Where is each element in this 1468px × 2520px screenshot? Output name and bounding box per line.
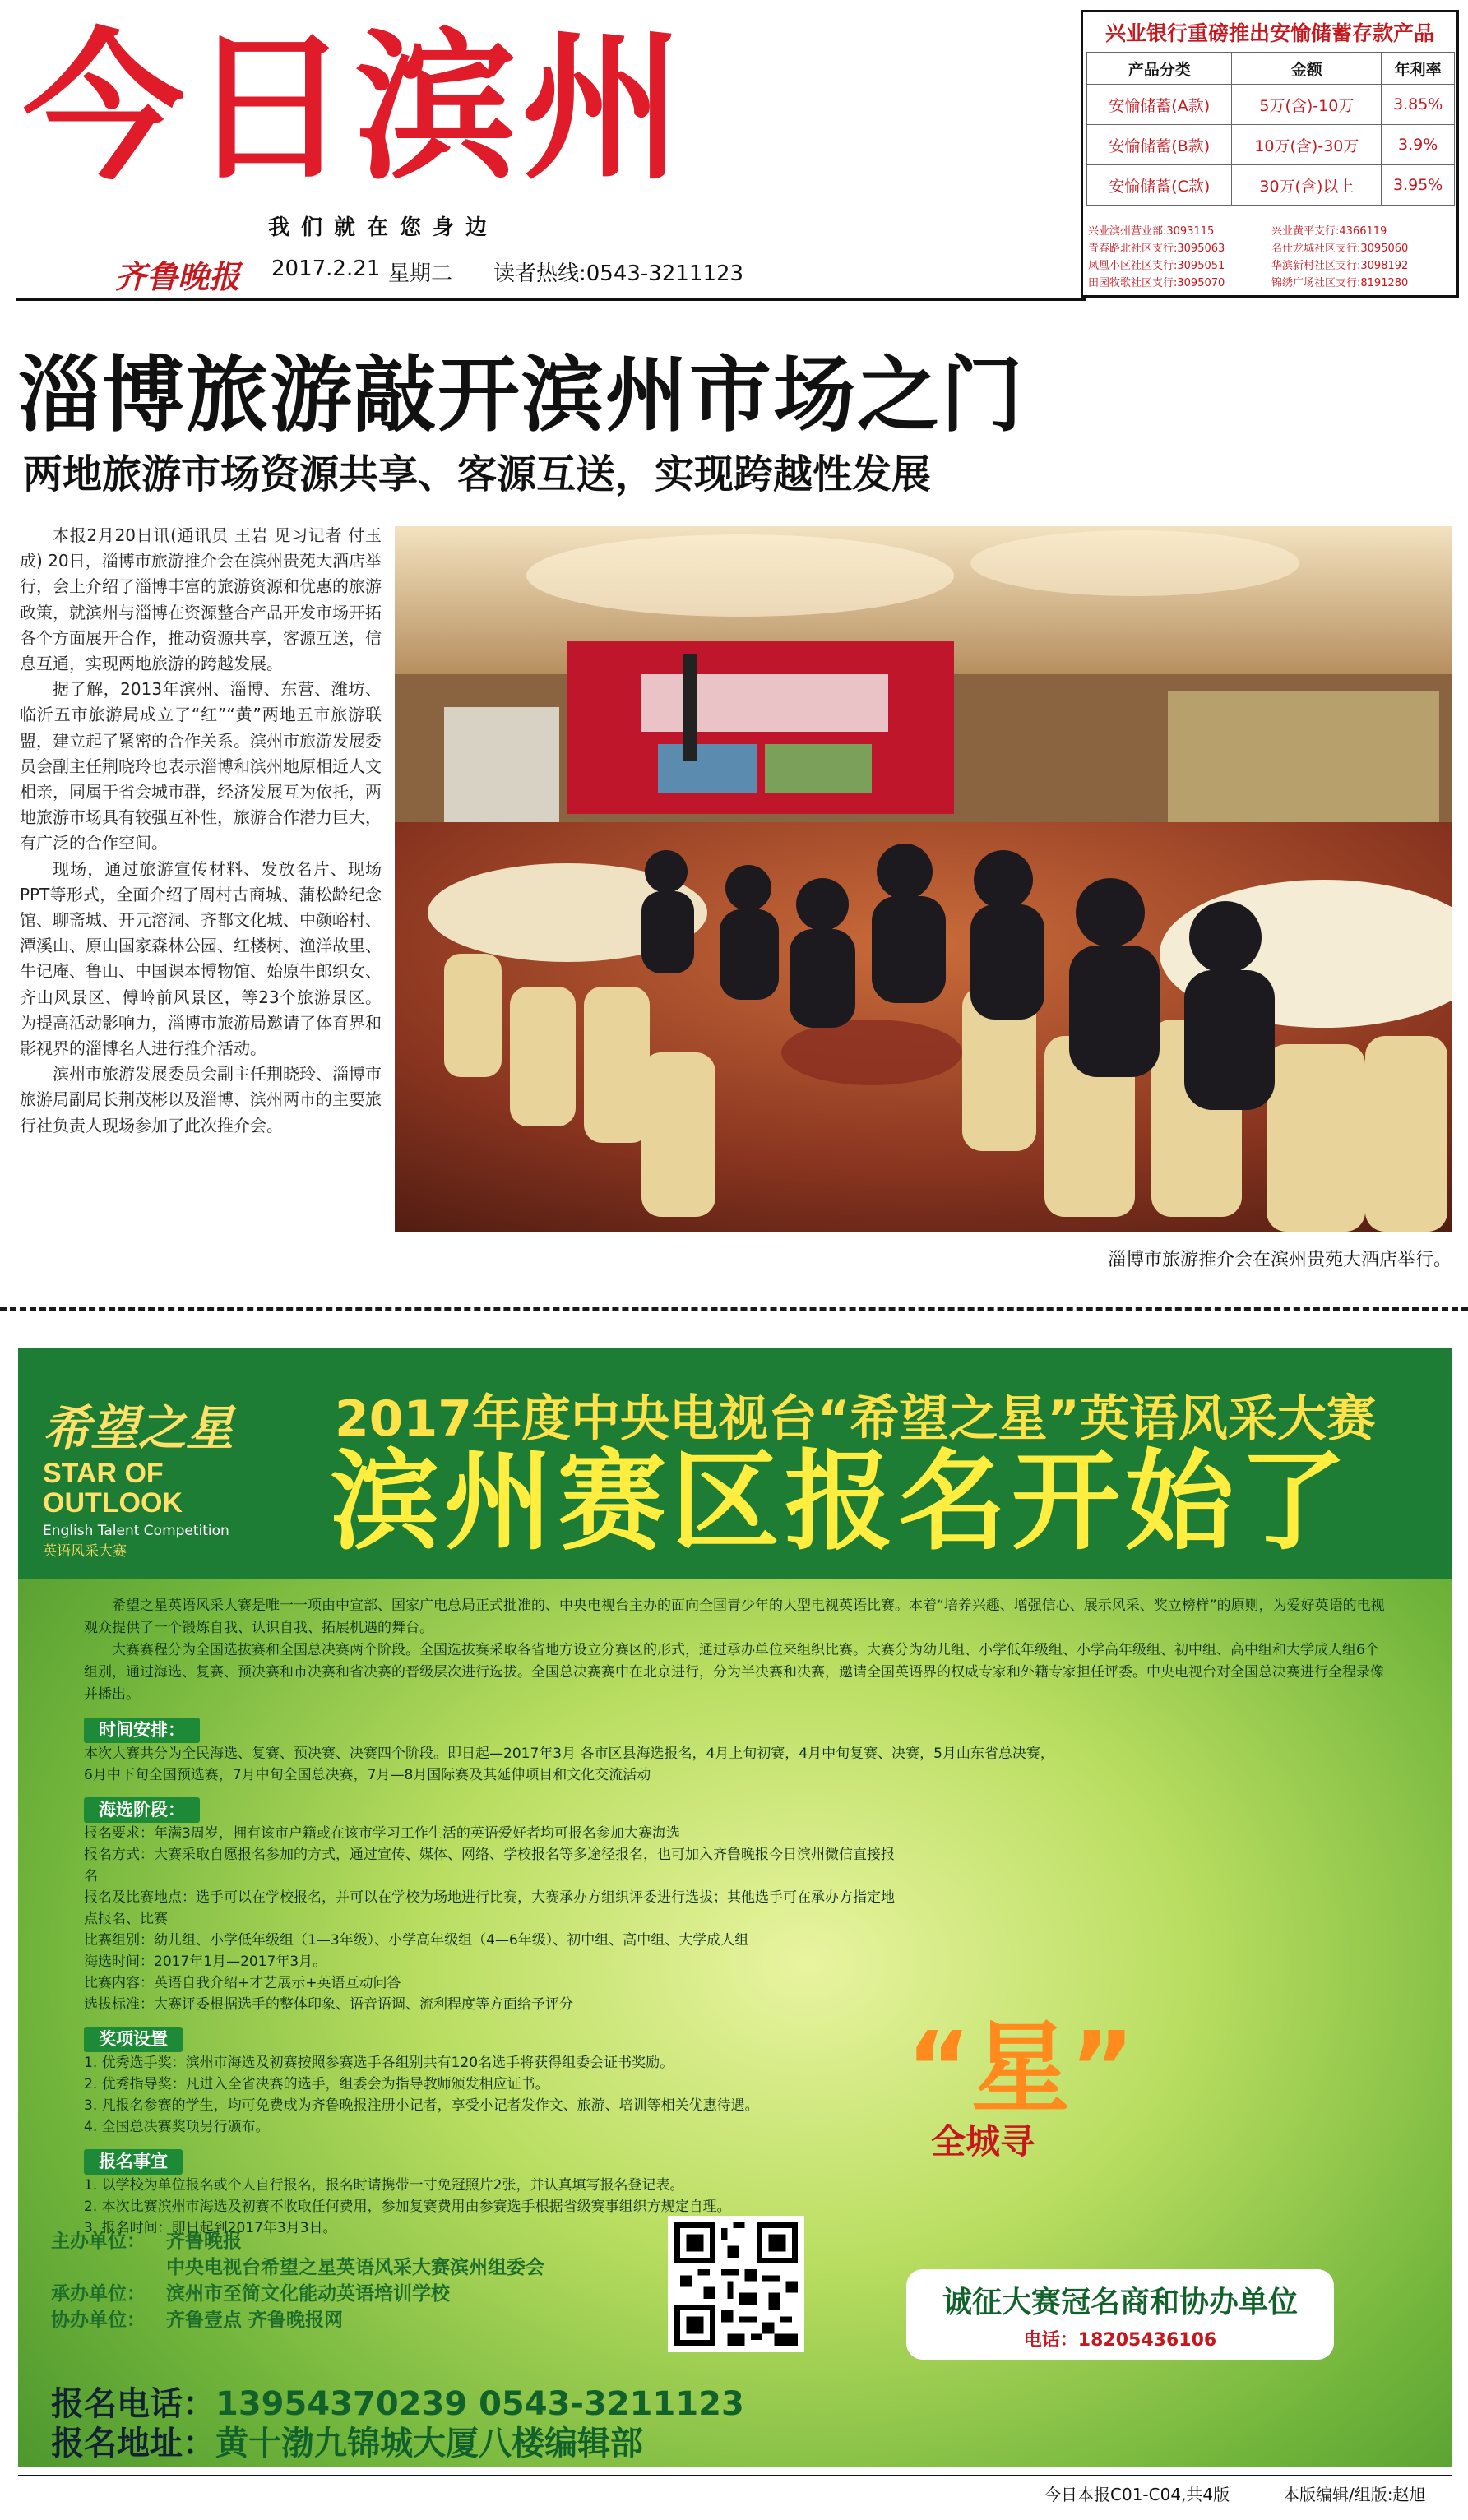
english-contest-ad (18, 1348, 1452, 2467)
list-item (1088, 275, 1455, 292)
bank-cell: 3.95% (1382, 165, 1455, 206)
bank-cell: 10万(含)-30万 (1232, 125, 1382, 165)
address-value: 黄十渤九锦城大厦八楼编辑部 (215, 2425, 643, 2462)
org-label: 承办单位： (51, 2283, 146, 2305)
qr-code-icon (674, 2222, 798, 2346)
section-label-notes: 报名事宜 (84, 2149, 183, 2175)
list-item: 比赛组别：幼儿组、小学低年级组（1—3年级）、小学高年级组（4—6年级）、初中组、高中组、大学成人组 (84, 1932, 749, 1949)
story-paragraph: 现场，通过旅游宣传材料、发放名片、现场PPT等形式，全面介绍了周村古商城、蒲松龄纪念馆、聊斋城、开元溶洞、齐都文化城、中颜峪村、潭溪山、原山国家森林公园、红楼树、渔洋故里、牛记庵、鲁山、中国课本博物馆、始原牛郎织女、齐山风景区、傅岭前风景区，等23个旅游景区。为提高活动影响力，淄博市旅游局邀请了体育界和影视界的淄博名人进行推介活动。 (20, 858, 382, 1059)
list-item (1088, 257, 1455, 275)
reader-hotline: 读者热线:0543-3211123 (493, 261, 744, 286)
logo-subtitle: English Talent Competition (43, 1523, 229, 1539)
phone-label: 报名电话： (51, 2385, 215, 2423)
branch-phone: 凤凰小区社区支行:3095051 (1088, 260, 1225, 272)
paper-name: 齐鲁晚报 (115, 258, 241, 295)
bank-cell: 3.9% (1382, 125, 1455, 165)
story-body (20, 523, 382, 1139)
branch-phone: 田园牧歌社区支行:3095070 (1088, 277, 1225, 289)
story-headline: 淄博旅游敲开滨州市场之门 (18, 346, 1025, 443)
issue-date: 2017.2.21 (271, 257, 381, 281)
list-item: 1. 以学校为单位报名或个人自行报名，报名时请携带一寸免冠照片2张，并认真填写报名登记表。 (84, 2177, 684, 2194)
schedule-list (84, 1743, 1392, 1786)
bank-table-header (1087, 53, 1455, 85)
issue-weekday: 星期二 (388, 261, 453, 286)
footer-divider (18, 2475, 1452, 2476)
bank-header-cell: 产品分类 (1087, 53, 1232, 85)
logo-chinese: 希望之星 (43, 1400, 234, 1456)
branch-phone: 锦绣广场社区支行:8191280 (1271, 277, 1409, 289)
bank-rate-table (1086, 52, 1455, 206)
org-value: 中央电视台希望之星英语风采大赛滨州组委会 (166, 2257, 544, 2278)
org-value: 齐鲁壹点 齐鲁晚报网 (166, 2310, 344, 2331)
list-item: 报名要求：年满3周岁，拥有该市户籍或在该市学习工作生活的英语爱好者均可报名参加大赛海选 (84, 1825, 680, 1842)
conference-hall-photo (395, 526, 1452, 1232)
cut-line-divider (0, 1307, 1468, 1311)
star-quote: “星” (906, 2012, 1135, 2126)
list-item (1088, 223, 1455, 240)
registration-address (51, 2424, 744, 2463)
logo-subtitle-cn: 英语风采大赛 (43, 1543, 127, 1560)
table-row (1087, 165, 1455, 206)
organizer-list (51, 2228, 544, 2333)
branch-phone: 兴业黄平支行:4366119 (1271, 225, 1387, 238)
bank-cell: 安愉储蓄(A款) (1087, 85, 1232, 125)
list-item (51, 2254, 544, 2281)
branch-phone: 青春路北社区支行:3095063 (1088, 243, 1225, 255)
ad-intro-paragraph: 希望之星英语风采大赛是唯一一项由中宣部、国家广电总局正式批准的、中央电视台主办的面向全国青少年的大型电视英语比赛。本着“培养兴趣、增强信心、展示风采、奖立榜样”的原则，为爱好英语的电视观众提供了一个锻炼自我、认识自我、拓展机遇的舞台。 (84, 1598, 1385, 1636)
address-label: 报名地址： (51, 2425, 215, 2462)
phone-value: 13954370239 0543-3211123 (215, 2385, 744, 2423)
bank-cell: 安愉储蓄(C款) (1087, 165, 1232, 206)
bank-cell: 5万(含)-10万 (1232, 85, 1382, 125)
logo-english-line1: STAR OF (43, 1458, 164, 1489)
list-item: 3. 报名时间：即日起到2017年3月3日。 (84, 2220, 337, 2236)
branch-phone: 兴业滨州营业部:3093115 (1088, 225, 1215, 238)
list-item: 6月中下旬全国预选赛，7月中旬全国总决赛，7月—8月国际赛及其延伸项目和文化交流活动 (84, 1767, 651, 1783)
masthead-logo: 今日滨州 (23, 15, 688, 202)
star-subtitle: 全城寻 (931, 2121, 1035, 2162)
section-label-audition: 海选阶段： (84, 1797, 200, 1823)
bank-cell: 30万(含)以上 (1232, 165, 1382, 206)
masthead-slogan: 我们就在您身边 (268, 215, 499, 240)
list-item (51, 2228, 544, 2254)
sponsor-phone: 电话：18205436106 (1023, 2330, 1217, 2351)
list-item: 海选时间：2017年1月—2017年3月。 (84, 1954, 327, 1970)
org-value: 滨州市至简文化能动英语培训学校 (166, 2283, 450, 2305)
list-item: 4. 全国总决赛奖项另行颁布。 (84, 2119, 270, 2135)
audition-list (84, 1823, 906, 2015)
logo-english-line2: OUTLOOK (43, 1487, 183, 1519)
story-paragraph: 据了解，2013年滨州、淄博、东营、潍坊、临沂五市旅游局成立了“红”“黄”两地五市旅游联盟，建立起了紧密的合作关系。滨州市旅游发展委员会副主任荆晓玲也表示淄博和滨州地原相近人文相亲，同属于省会城市群，经济发展互为依托，两地旅游市场具有较强互补性，旅游合作潜力巨大，有广泛的合作空间。 (20, 679, 382, 853)
section-label-awards: 奖项设置 (84, 2027, 183, 2052)
ad-intro-paragraph: 大赛赛程分为全国选拔赛和全国总决赛两个阶段。全国选拔赛采取各省地方设立分赛区的形式，通过承办单位来组织比赛。大赛分为幼儿组、小学低年级组、小学高年级组、初中组、高中组和大学成人组6个组别，通过海选、复赛、预决赛和市决赛和省决赛的晋级层次进行选拔。全国总决赛赛中在北京进行，分为半决赛和决赛，邀请全国英语界的权威专家和外籍专家担任评委。中央电视台对全国总决赛进行全程录像并播出。 (84, 1642, 1384, 1703)
bank-cell: 安愉储蓄(B款) (1087, 125, 1232, 165)
bank-cell: 3.85% (1382, 85, 1455, 125)
registration-contact (51, 2384, 744, 2463)
table-row (1087, 125, 1455, 165)
star-of-outlook-logo (43, 1389, 289, 1560)
sponsor-title: 诚征大赛冠名商和协办单位 (942, 2286, 1298, 2319)
list-item: 3. 凡报名参赛的学生，均可免费成为齐鲁晚报注册小记者，享受小记者发作文、旅游、培训等相关优惠待遇。 (84, 2097, 759, 2114)
sponsor-callout (906, 2269, 1334, 2360)
section-label-schedule: 时间安排： (84, 1718, 200, 1743)
story-paragraph: 滨州市旅游发展委员会副主任荆晓玲、淄博市旅游局副局长荆茂彬以及淄博、滨州两市的主要旅行社负责人现场参加了此次推介会。 (20, 1064, 382, 1135)
list-item: 2. 本次比赛滨州市海选及初赛不收取任何费用，参加复赛费用由参赛选手根据省级赛事组织方规定自理。 (84, 2199, 731, 2215)
list-item: 比赛内容：英语自我介绍+才艺展示+英语互动问答 (84, 1975, 401, 1991)
story-paragraph: 本报2月20日讯(通讯员 王岩 见习记者 付玉成) 20日，淄博市旅游推介会在滨州贵苑大酒店举行，会上介绍了淄博丰富的旅游资源和优惠的旅游政策，就滨州与淄博在资源整合产品开发市场开拓各个方面展开合作，推动资源共享，客源互送，信息互通，实现两地旅游的跨越发展。 (20, 525, 382, 674)
ad-banner (18, 1348, 1452, 1579)
story-subhead: 两地旅游市场资源共享、客源互送，实现跨越性发展 (23, 451, 932, 497)
branch-phone: 华滨新村社区支行:3098192 (1271, 260, 1409, 272)
masthead-divider (16, 298, 1086, 301)
star-slogan (906, 1990, 1334, 2236)
list-item: 2. 优秀指导奖：凡进入全省决赛的选手，组委会为指导教师颁发相应证书。 (84, 2076, 549, 2092)
list-item: 1. 优秀选手奖：滨州市海选及初赛按照参赛选手各组别共有120名选手将获得组委会证书奖励。 (84, 2055, 674, 2071)
table-row (1087, 85, 1455, 125)
bank-ad-title: 兴业银行重磅推出安愉储蓄存款产品 (1104, 21, 1434, 45)
registration-phone (51, 2384, 744, 2424)
qr-code (668, 2216, 804, 2352)
list-item: 报名及比赛地点：选手可以在学校报名，并可以在学校为场地进行比赛，大赛承办方组织评委进行选拔；其他选手可在承办方指定地点报名、比赛 (84, 1889, 895, 1927)
ad-title-line1: 2017年度中央电视台“希望之星”英语风采大赛 (335, 1390, 1376, 1448)
org-label: 主办单位： (51, 2231, 146, 2252)
bank-header-cell: 年利率 (1382, 53, 1455, 85)
list-item (51, 2307, 544, 2333)
bank-header-cell: 金额 (1232, 53, 1382, 85)
bank-branch-list (1088, 223, 1455, 292)
list-item: 本次大赛共分为全民海选、复赛、预决赛、决赛四个阶段。即日起—2017年3月 各市区县海选报名，4月上旬初赛，4月中旬复赛、决赛，5月山东省总决赛， (84, 1746, 1054, 1762)
news-photo (395, 526, 1452, 1232)
footer-edition-info: 今日本报C01-C04,共4版 (1044, 2485, 1230, 2504)
list-item (1088, 240, 1455, 257)
awards-list (84, 2052, 873, 2138)
ad-title-line2: 滨州赛区报名开始了 (331, 1439, 1352, 1565)
bank-ad (1081, 10, 1459, 298)
org-value: 齐鲁晚报 (166, 2231, 242, 2252)
org-label: 协办单位： (51, 2310, 146, 2331)
branch-phone: 名仕龙城社区支行:3095060 (1271, 243, 1409, 255)
photo-caption: 淄博市旅游推介会在滨州贵苑大酒店举行。 (1107, 1250, 1452, 1270)
footer-editor-credit: 本版编辑/组版:赵旭 (1283, 2485, 1426, 2504)
logo-english (43, 1459, 289, 1518)
list-item: 选拔标准：大赛评委根据选手的整体印象、语音语调、流利程度等方面给予评分 (84, 1996, 573, 2013)
list-item (51, 2281, 544, 2307)
list-item: 报名方式：大赛采取自愿报名参加的方式，通过宣传、媒体、网络、学校报名等多途径报名，也可加入齐鲁晚报今日滨州微信直接报名 (84, 1847, 895, 1884)
